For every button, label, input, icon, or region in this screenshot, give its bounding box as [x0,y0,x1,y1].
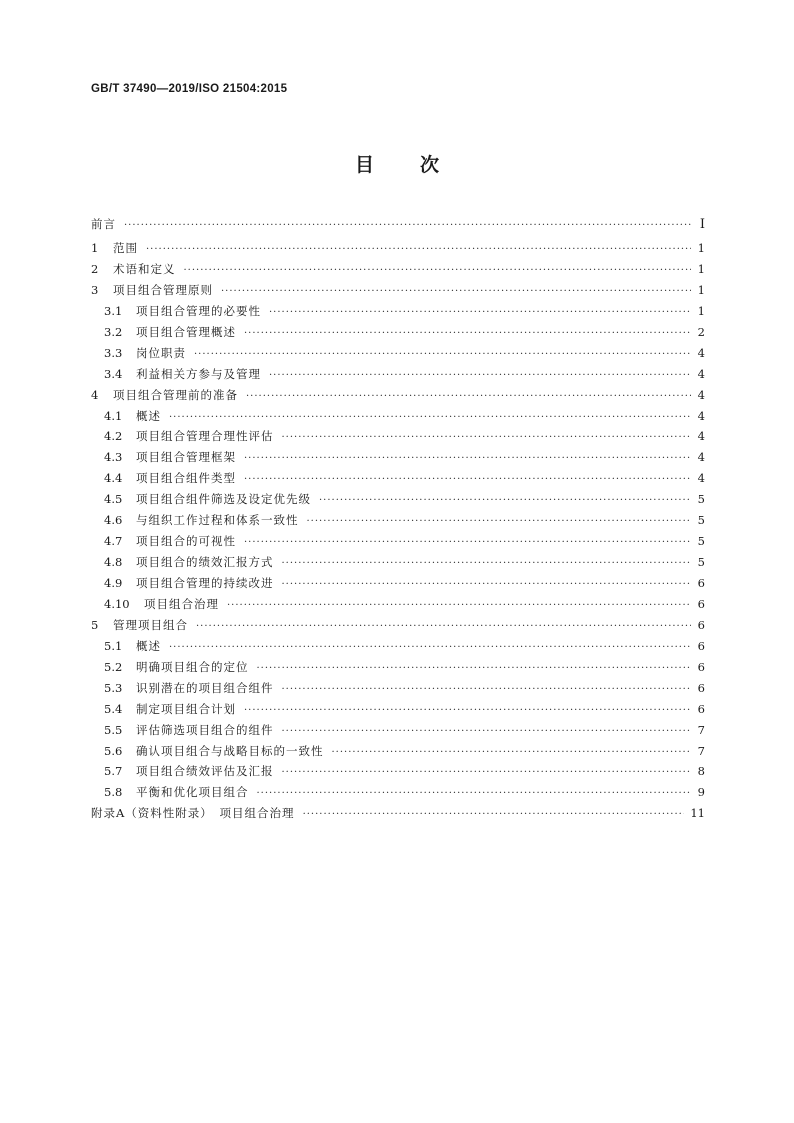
toc-leader-dots [169,642,691,653]
toc-page-number: 4 [697,408,705,423]
toc-page-number: 1 [697,303,705,318]
toc-entry-text: 制定项目组合计划 [136,701,236,716]
toc-entry-5-7[interactable] [91,763,705,784]
toc-entry-number: 4.9 [104,576,123,590]
toc-entry-1[interactable] [91,240,705,261]
toc-entry-5-2[interactable] [91,659,705,680]
toc-entry-number: 5.5 [104,722,123,737]
toc-entry-number: 4 [91,387,99,402]
toc-leader-dots [194,349,691,360]
toc-entry-5-5[interactable] [91,722,705,743]
toc-leader-dots [244,537,691,548]
toc-leader-dots [246,391,691,402]
toc-entry-number: 4.6 [104,513,123,528]
toc-page-number: 6 [697,680,705,695]
toc-page-number: 6 [697,701,705,716]
toc-entry-number: 3.1 [104,303,123,318]
toc-entry-number: 4.3 [104,450,123,465]
toc-entry-5-6[interactable] [91,743,705,764]
toc-leader-dots [244,453,691,464]
toc-entry-text: 确认项目组合与战略目标的一致性 [136,743,324,758]
toc-entry-text: 项目组合管理原则 [113,282,213,297]
toc-entry-text: 明确项目组合的定位 [136,659,249,674]
toc-entry-number: 5.6 [104,743,123,758]
toc-entry-4[interactable] [91,387,705,408]
toc-entry-number: 4.2 [104,429,123,444]
toc-entry-text: 项目组合管理概述 [136,324,236,339]
toc-entry-3-2[interactable] [91,324,705,345]
toc-entry-number: 3.2 [104,324,123,339]
toc-entry-3-4[interactable] [91,366,705,387]
toc-page-number: 7 [697,743,705,758]
toc-page-number: 8 [697,764,705,779]
toc-leader-dots [303,809,685,820]
toc-entry-4-7[interactable] [91,533,705,554]
toc-entry-number: 4.7 [104,534,123,549]
toc-leader-dots [282,767,692,778]
toc-entry-foreword[interactable] [91,216,705,240]
toc-entry-4-10[interactable] [91,596,705,617]
toc-entry-appendix-a[interactable] [91,805,705,826]
toc-page-number: 7 [697,722,705,737]
toc-entry-text: 利益相关方参与及管理 [136,366,261,381]
toc-entry-text: 项目组合组件筛选及设定优先级 [136,492,311,507]
toc-entry-text: 项目组合治理 [144,596,219,611]
toc-leader-dots [227,600,691,611]
toc-entry-number: 5.4 [104,701,123,716]
toc-entry-text: 项目组合管理前的准备 [113,387,238,402]
toc-entry-text: 管理项目组合 [113,617,188,632]
toc-leader-dots [221,286,691,297]
toc-entry-text: 项目组合的绩效汇报方式 [136,555,274,570]
toc-entry-text: 平衡和优化项目组合 [136,785,249,800]
toc-entry-5-1[interactable] [91,638,705,659]
toc-entry-text: 项目组合管理框架 [136,450,236,465]
table-of-contents [91,216,705,826]
toc-entry-3-1[interactable] [91,303,705,324]
toc-entry-text: 识别潜在的项目组合组件 [136,680,274,695]
toc-leader-dots [269,307,691,318]
toc-entry-text: 项目组合管理的必要性 [136,303,261,318]
toc-entry-2[interactable] [91,261,705,282]
toc-leader-dots [282,684,692,695]
toc-entry-text: 项目组合管理合理性评估 [136,429,274,444]
toc-entry-text: 范围 [113,241,138,255]
toc-entry-4-6[interactable] [91,512,705,533]
toc-entry-text: 评估筛选项目组合的组件 [136,722,274,737]
toc-leader-dots [257,663,692,674]
toc-leader-dots [282,432,692,443]
standard-number-header: GB/T 37490—2019/ISO 21504:2015 [91,83,288,95]
toc-leader-dots [244,474,691,485]
toc-page-number: 6 [697,596,705,611]
toc-entry-3[interactable] [91,282,705,303]
toc-page-number: 6 [697,659,705,674]
toc-entry-4-5[interactable] [91,491,705,512]
toc-entry-5-4[interactable] [91,701,705,722]
toc-entry-number: 2 [91,261,99,276]
toc-entry-text: 项目组合绩效评估及汇报 [136,764,274,779]
toc-page-number: 4 [697,345,705,360]
toc-leader-dots [282,558,692,569]
toc-entry-number: 3.3 [104,345,123,360]
toc-entry-number: 5 [91,617,99,632]
toc-entry-number: 5.3 [104,680,123,695]
toc-leader-dots [169,412,691,423]
toc-page-number: Ⅰ [699,217,705,232]
toc-page-number: 5 [697,492,705,507]
toc-entry-4-8[interactable] [91,554,705,575]
toc-leader-dots [282,579,692,590]
toc-leader-dots [282,726,692,737]
toc-leader-dots [319,495,691,506]
toc-entry-4-2[interactable] [91,428,705,449]
toc-entry-5-3[interactable] [91,680,705,701]
toc-page-number: 5 [697,513,705,528]
toc-entry-number: 5.8 [104,785,123,800]
toc-page-number: 4 [697,366,705,381]
toc-page-number: 4 [697,471,705,486]
toc-page-number: 4 [697,450,705,465]
toc-leader-dots [196,621,691,632]
toc-entry-text: 前言 [91,217,116,231]
toc-page-number: 2 [697,324,705,339]
toc-leader-dots [332,747,692,758]
toc-page-number: 4 [697,387,705,402]
toc-entry-number: 4.4 [104,471,123,486]
toc-entry-number: 4.5 [104,492,123,507]
toc-page-number: 5 [697,534,705,549]
toc-page-number: 11 [690,806,705,821]
toc-entry-text: 与组织工作过程和体系一致性 [136,513,299,528]
toc-entry-4-1[interactable] [91,408,705,429]
toc-entry-number: 4.1 [104,408,123,423]
toc-page-number: 6 [697,617,705,632]
toc-page-number: 4 [697,429,705,444]
toc-page-number: 1 [697,241,705,255]
toc-entry-number: 5.2 [104,659,123,674]
toc-page-number: 5 [697,555,705,570]
toc-entry-4-4[interactable] [91,470,705,491]
toc-leader-dots [146,244,691,255]
toc-entry-text: 项目组合管理的持续改进 [136,576,274,590]
toc-entry-5[interactable] [91,617,705,638]
toc-page-number: 6 [697,576,705,590]
toc-entry-number: 5.1 [104,638,123,653]
page-title: 目次 [354,154,485,176]
toc-entry-number: 4.8 [104,555,123,570]
toc-leader-dots [244,328,691,339]
toc-page-number: 1 [697,261,705,276]
toc-entry-text: 概述 [136,408,161,423]
toc-entry-number: 3 [91,282,99,297]
toc-leader-dots [184,265,692,276]
toc-page-number: 1 [697,282,705,297]
toc-entry-5-8[interactable] [91,784,705,805]
toc-leader-dots [244,705,691,716]
toc-entry-text: 概述 [136,638,161,653]
toc-entry-4-9[interactable] [91,575,705,596]
toc-entry-text: 项目组合的可视性 [136,534,236,549]
toc-leader-dots [124,220,691,231]
toc-entry-3-3[interactable] [91,345,705,366]
toc-entry-text: 岗位职责 [136,345,186,360]
toc-leader-dots [257,788,692,799]
toc-entry-text: 术语和定义 [113,261,176,276]
toc-leader-dots [269,370,691,381]
toc-entry-text: 项目组合组件类型 [136,471,236,486]
toc-entry-number: 5.7 [104,764,123,779]
toc-entry-4-3[interactable] [91,449,705,470]
toc-entry-number: 3.4 [104,366,123,381]
toc-page-number: 9 [697,785,705,800]
toc-leader-dots [307,516,692,527]
toc-entry-number: 4.10 [104,596,130,611]
toc-entry-number: 1 [91,241,99,255]
toc-page-number: 6 [697,638,705,653]
toc-entry-text: 附录A（资料性附录） 项目组合治理 [91,806,295,821]
